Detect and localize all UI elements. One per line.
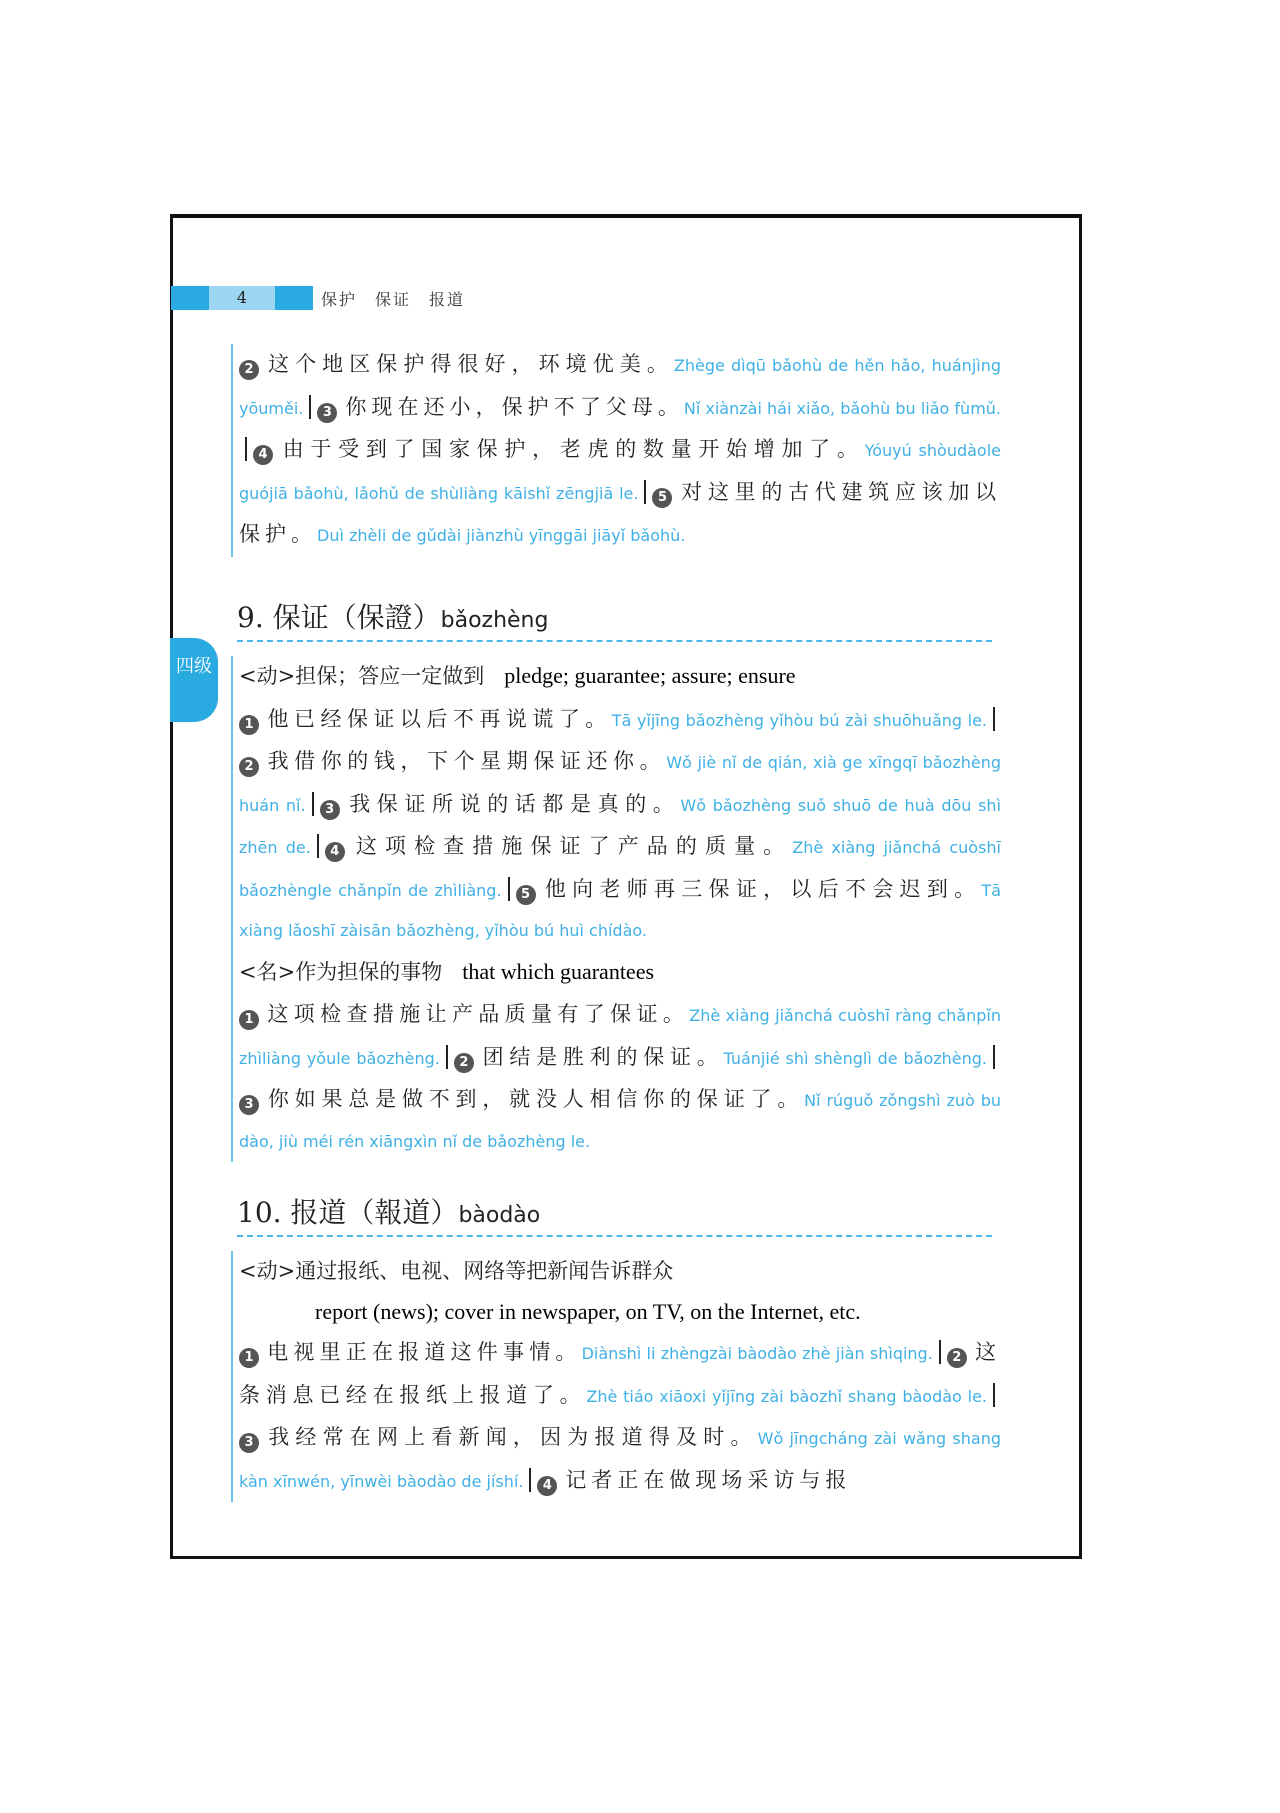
example-pinyin: Tā xiàng lǎoshī zàisān bǎozhèng, yǐhòu bú huì chídào.	[239, 880, 1001, 940]
example-chinese: 我经常在网上看新闻，因为报道得及时。	[267, 1425, 758, 1449]
examples	[239, 699, 1001, 952]
example-number-badge: 2	[239, 360, 259, 380]
example-separator	[309, 395, 311, 419]
example-separator	[993, 707, 995, 731]
definition-en: pledge; guarantee; assure; ensure	[504, 663, 796, 688]
prev-entry-examples	[231, 344, 1001, 557]
example-pinyin: Tā yǐjīng bǎozhèng yǐhòu bú zài shuōhuǎng le.	[611, 710, 987, 730]
example-chinese: 记者正在做现场采访与报	[565, 1467, 852, 1492]
sense-definition	[239, 656, 1001, 699]
running-header	[171, 286, 465, 310]
example-chinese: 这条消息已经在报纸上报道了。	[239, 1340, 1002, 1407]
example-separator	[993, 1045, 995, 1069]
example-separator	[245, 437, 247, 461]
example-number-badge: 4	[253, 445, 273, 465]
entry-10-body	[231, 1251, 1001, 1502]
level-side-tab: 四级	[170, 638, 218, 722]
example-chinese: 这项检查措施保证了产品的质量。	[352, 834, 793, 858]
header-keywords: 保护 保证 报道	[321, 289, 466, 309]
example-pinyin: Zhè xiàng jiǎnchá cuòshī ràng chǎnpǐn zhìliàng yǒule bǎozhèng.	[239, 1006, 1002, 1068]
example-number-badge: 2	[454, 1053, 474, 1073]
example-separator	[993, 1383, 995, 1407]
example-number-badge: 5	[516, 885, 536, 905]
example-pinyin: Zhège dìqū bǎohù de hěn hǎo, huánjìng yōuměi.	[239, 356, 1002, 418]
example-number-badge: 5	[652, 488, 672, 508]
example-number-badge: 3	[239, 1433, 259, 1453]
example-pinyin: Nǐ rúguǒ zǒngshì zuò bu dào, jiù méi rén xiāngxìn nǐ de bǎozhèng le.	[239, 1091, 1001, 1151]
examples	[239, 994, 1001, 1162]
examples	[239, 1332, 1001, 1502]
example-chinese: 他已经保证以后不再说谎了。	[267, 706, 612, 731]
example-chinese: 由于受到了国家保护，老虎的数量开始增加了。	[281, 437, 865, 461]
example-chinese: 团结是胜利的保证。	[481, 1044, 724, 1069]
example-number-badge: 2	[239, 757, 259, 777]
example-pinyin: Wǒ jiè nǐ de qián, xià ge xīngqī bǎozhèng huán nǐ.	[239, 753, 1001, 815]
example-number-badge: 2	[947, 1348, 967, 1368]
example-number-badge: 1	[239, 715, 259, 735]
example-pinyin: Tuánjié shì shènglì de bǎozhèng.	[723, 1048, 987, 1068]
example-pinyin: Zhè xiàng jiǎnchá cuòshī bǎozhèngle chǎnpǐn de zhìliàng.	[239, 838, 1002, 900]
example-chinese: 你现在还小，保护不了父母。	[345, 394, 684, 419]
example-separator	[644, 480, 646, 504]
example-number-badge: 1	[239, 1348, 259, 1368]
example-pinyin: Nǐ xiànzài hái xiǎo, bǎohù bu liǎo fùmǔ.	[683, 398, 1002, 418]
example-pinyin: Duì zhèli de gǔdài jiànzhù yīnggāi jiāyǐ bǎohù.	[317, 526, 686, 545]
example-separator	[312, 792, 314, 816]
header-bar	[171, 286, 209, 310]
example-separator	[446, 1045, 448, 1069]
definition-cn: <动>通过报纸、电视、网络等把新闻告诉群众	[239, 1259, 674, 1283]
entry-10-title	[237, 1191, 540, 1231]
entry-headword: 9. 保证（保證）	[237, 601, 441, 634]
example-chinese: 电视里正在报道这件事情。	[267, 1340, 582, 1364]
example-number-badge: 3	[320, 800, 340, 820]
example-chinese: 这个地区保护得很好，环境优美。	[267, 352, 674, 376]
entry-pinyin: bàodào	[458, 1203, 541, 1228]
entry-headword: 10. 报道（報道）	[237, 1196, 459, 1229]
definition-cn: <名>作为担保的事物	[239, 959, 443, 984]
example-pinyin: Yóuyú shòudàole guójiā bǎohù, lǎohǔ de shùliàng kāishǐ zēngjiā le.	[239, 441, 1002, 503]
example-separator	[529, 1468, 531, 1492]
example-pinyin: Diànshì li zhèngzài bàodào zhè jiàn shìqing.	[581, 1344, 933, 1363]
page-number: 4	[209, 286, 275, 310]
example-separator	[317, 834, 319, 858]
example-number-badge: 1	[239, 1010, 259, 1030]
entry-9-title	[237, 596, 548, 636]
example-pinyin: Wǒ bǎozhèng suǒ shuō de huà dōu shì zhēn de.	[239, 795, 1002, 857]
definition-en: report (news); cover in newspaper, on TV, on the Internet, etc.	[315, 1298, 861, 1324]
example-number-badge: 4	[325, 842, 345, 862]
example-chinese: 我借你的钱，下个星期保证还你。	[267, 749, 667, 773]
dashed-divider	[237, 1235, 992, 1237]
example-number-badge: 3	[317, 403, 337, 423]
example-number-badge: 4	[537, 1476, 557, 1496]
definition-cn: <动>担保；答应一定做到	[239, 664, 485, 688]
entry-9-body	[231, 656, 1001, 1162]
entry-pinyin: bǎozhèng	[440, 608, 549, 633]
example-number-badge: 3	[239, 1095, 259, 1115]
example-chinese: 他向老师再三保证，以后不会迟到。	[543, 876, 982, 901]
definition-en: that which guarantees	[462, 958, 655, 984]
dashed-divider	[237, 640, 992, 642]
header-bar	[275, 286, 313, 310]
example-separator	[508, 877, 510, 901]
example-chinese: 对这里的古代建筑应该加以保护。	[239, 479, 1002, 546]
sense-definition	[239, 952, 1001, 995]
example-pinyin: Wǒ jīngcháng zài wǎng shang kàn xīnwén, yīnwèi bàodào de jíshí.	[239, 1429, 1002, 1491]
example-chinese: 你如果总是做不到，就没人相信你的保证了。	[267, 1087, 805, 1111]
example-separator	[939, 1340, 941, 1364]
example-chinese: 这项检查措施让产品质量有了保证。	[267, 1002, 690, 1026]
example-chinese: 我保证所说的话都是真的。	[347, 791, 681, 816]
example-pinyin: Zhè tiáo xiāoxi yǐjīng zài bàozhǐ shang bàodào le.	[586, 1386, 988, 1406]
